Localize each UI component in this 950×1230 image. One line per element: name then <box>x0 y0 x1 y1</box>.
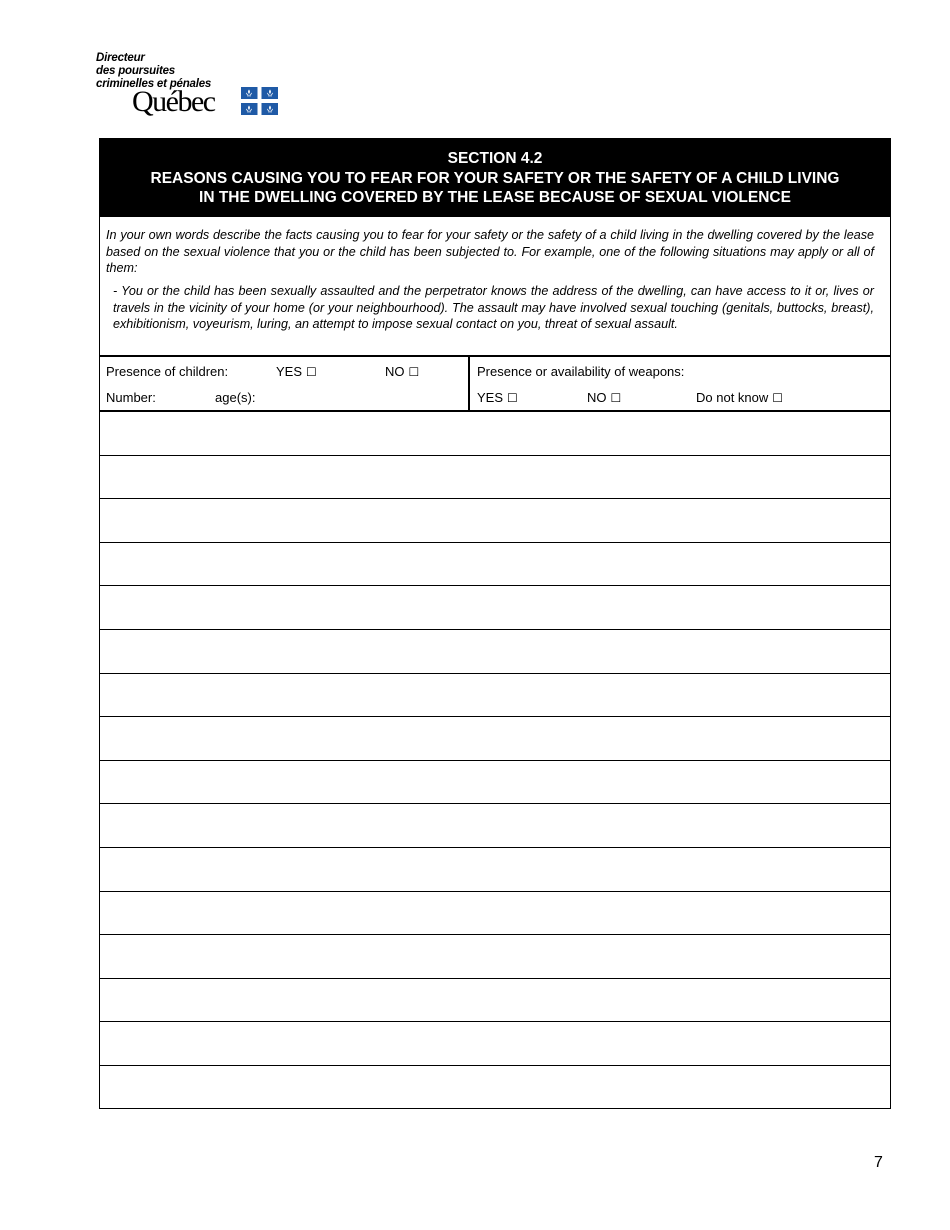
writing-line[interactable] <box>100 586 890 630</box>
writing-line[interactable] <box>100 499 890 543</box>
children-number-label: Number: <box>106 390 156 405</box>
weapons-no-label: NO <box>587 390 607 405</box>
sexual-violence-form <box>99 138 891 1109</box>
weapons-yes-label: YES <box>477 390 504 405</box>
children-no-option[interactable] <box>385 364 419 380</box>
logo-text-line1: Directeur <box>96 52 145 64</box>
writing-line[interactable] <box>100 456 890 500</box>
section-title-line1: REASONS CAUSING YOU TO FEAR FOR YOUR SAFETY OR THE SAFETY OF A CHILD LIVING <box>150 169 840 187</box>
logo-text-line2: des poursuites <box>96 65 175 77</box>
instructions-intro: In your own words describe the facts causing you to fear for your safety or the safety of a child living in the dwelling covered by the lease based on the sexual violence that you or the child has been subjected to. For example, one of the following situations may apply or all of them: <box>106 228 874 275</box>
logo-text-line3: criminelles et pénales <box>96 78 212 90</box>
weapons-label: Presence or availability of weapons: <box>477 364 685 379</box>
weapons-yes-checkbox[interactable]: ☐ <box>507 391 518 405</box>
quebec-flag-icon <box>241 87 278 115</box>
children-label: Presence of children: <box>106 364 229 379</box>
weapons-box <box>470 357 890 410</box>
writing-line[interactable] <box>100 848 890 892</box>
children-yes-checkbox[interactable]: ☐ <box>306 365 317 379</box>
writing-line[interactable] <box>100 892 890 936</box>
weapons-unknown-checkbox[interactable]: ☐ <box>772 391 784 405</box>
writing-line[interactable] <box>100 543 890 587</box>
children-box <box>100 357 470 410</box>
logo-wordmark: Québec <box>132 85 215 118</box>
page-number: 7 <box>874 1154 883 1171</box>
writing-line[interactable] <box>100 717 890 761</box>
writing-line[interactable] <box>100 674 890 718</box>
children-yes-label: YES <box>276 364 303 379</box>
writing-lines <box>100 412 890 1110</box>
weapons-yes-option[interactable] <box>477 390 518 406</box>
weapons-unknown-label: Do not know <box>696 390 769 405</box>
writing-line[interactable] <box>100 630 890 674</box>
instructions-bullet: - You or the child has been sexually assaulted and the perpetrator knows the address of the dwelling, can have access to it or, lives or travels in the vicinity of your home (or your neighbourhood). The assault may have involved sexual touching (genitals, buttocks, breast), exhibitionism, voyeurism, luring, an attempt to impose sexual contact on you, threat of sexual assault. <box>113 284 874 331</box>
writing-line[interactable] <box>100 979 890 1023</box>
section-header <box>100 139 890 217</box>
weapons-no-checkbox[interactable]: ☐ <box>610 391 622 405</box>
writing-line[interactable] <box>100 804 890 848</box>
children-yes-option[interactable] <box>276 364 317 380</box>
children-no-label: NO <box>385 364 405 379</box>
section-number: SECTION 4.2 <box>447 150 543 167</box>
weapons-no-option[interactable] <box>587 390 621 406</box>
info-row <box>100 355 890 412</box>
writing-line[interactable] <box>100 412 890 456</box>
writing-line[interactable] <box>100 1066 890 1110</box>
section-title-line2: IN THE DWELLING COVERED BY THE LEASE BECAUSE OF SEXUAL VIOLENCE <box>199 189 791 206</box>
writing-line[interactable] <box>100 761 890 805</box>
writing-line[interactable] <box>100 1022 890 1066</box>
weapons-unknown-option[interactable] <box>696 390 783 406</box>
children-no-checkbox[interactable]: ☐ <box>408 365 420 379</box>
children-ages-label: age(s): <box>215 390 256 405</box>
writing-line[interactable] <box>100 935 890 979</box>
dpcp-logo <box>96 52 296 122</box>
